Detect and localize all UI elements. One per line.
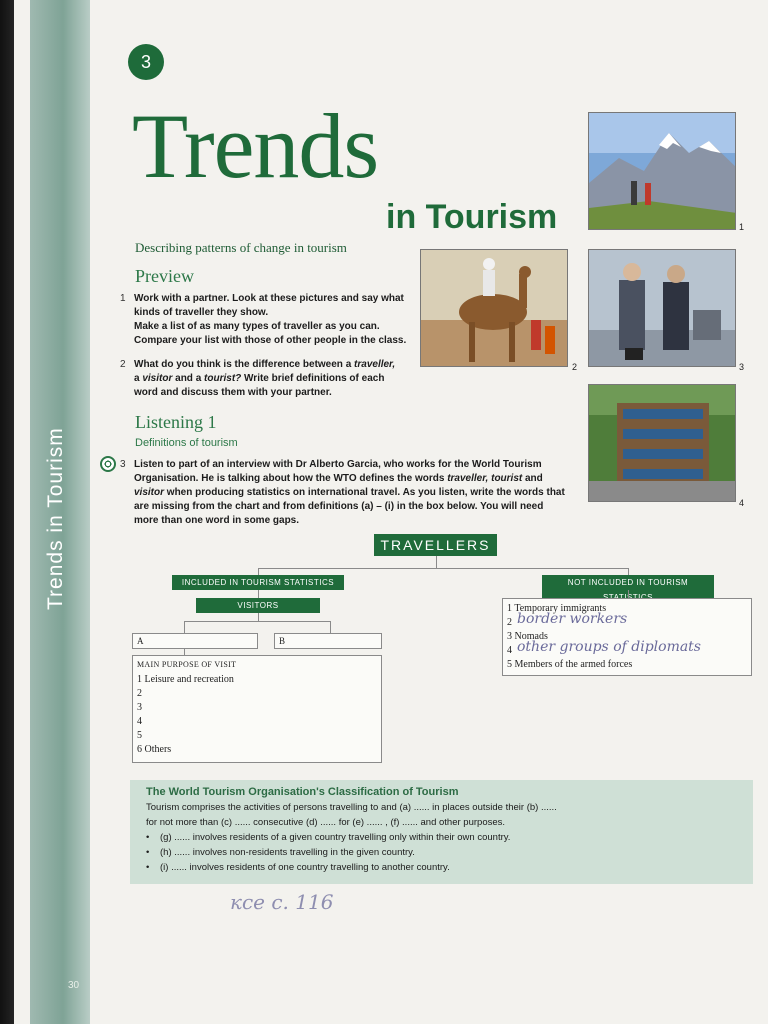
text-italic: traveller,	[354, 359, 396, 370]
not-item: 5 Members of the armed forces	[507, 659, 633, 670]
purpose-box	[132, 655, 382, 763]
not-item: 2	[507, 617, 512, 628]
exercise-3	[120, 458, 584, 528]
text-italic: traveller, tourist	[447, 473, 523, 484]
text-span: when producing statistics on international travel. As you listen, write the words that	[164, 487, 565, 498]
box-a-label: A	[137, 636, 144, 646]
box-a	[132, 633, 258, 649]
purpose-item: 6 Others	[137, 744, 172, 755]
connector-line	[258, 590, 259, 598]
text-span: What do you think is the difference between a	[134, 359, 355, 370]
wto-title: The World Tourism Organisation's Classification of Tourism	[146, 786, 459, 798]
box-b-label: B	[279, 636, 286, 646]
text-line: kinds of traveller they show.	[134, 307, 269, 318]
photo-number: 2	[572, 362, 578, 372]
exercise-2	[120, 358, 424, 400]
page-title: Trends	[132, 95, 379, 197]
text-italic: visitor	[134, 487, 165, 498]
camel-rider-image	[421, 250, 568, 367]
box-b	[274, 633, 382, 649]
wto-bullet-text: (g) ...... involves residents of a given country travelling only within their own country.	[160, 832, 511, 843]
photo-number: 3	[739, 362, 745, 372]
wto-classification-box	[130, 780, 753, 884]
side-label: Trends in Tourism	[44, 427, 67, 610]
text-line	[134, 358, 424, 372]
text-line	[134, 372, 424, 386]
purpose-item: 4	[137, 716, 142, 727]
purpose-item: 2	[137, 688, 142, 699]
text-line: Work with a partner. Look at these pictures and say what	[134, 293, 404, 304]
not-item: 3 Nomads	[507, 631, 548, 642]
text-line: Compare your list with those of other people in the class.	[134, 335, 407, 346]
exercise-number: 1	[120, 293, 126, 304]
text-line: word and discuss them with your partner.	[134, 387, 332, 398]
listening-subheading: Definitions of tourism	[135, 437, 238, 449]
text-line: are missing from the chart and from definitions (a) – (i) in the box below. You will need	[134, 501, 544, 512]
text-line: more than one word in some gaps.	[134, 515, 300, 526]
text-span: and	[522, 473, 543, 484]
text-italic: visitor	[142, 373, 173, 384]
not-item: 4	[507, 645, 512, 656]
chart-root-travellers: TRAVELLERS	[374, 534, 497, 556]
bullet-icon: •	[146, 832, 150, 843]
preview-heading: Preview	[135, 266, 194, 286]
wto-text-line: for not more than (c) ...... consecutive (d) ...... for (e) ...... , (f) ...... and other purposes.	[146, 817, 506, 828]
text-line: Make a list of as many types of traveller as you can.	[134, 321, 380, 332]
handwritten-note: ксе с. 116	[230, 890, 334, 914]
wto-text-line: Tourism comprises the activities of persons travelling to and (a) ...... in places outside their (b) ......	[146, 802, 557, 813]
page-subtitle: Describing patterns of change in tourism	[135, 240, 347, 255]
connector-line	[436, 556, 437, 568]
text-span: a	[134, 373, 143, 384]
connector-line	[184, 621, 185, 633]
photo-number: 4	[739, 498, 745, 508]
audio-cd-icon	[100, 456, 116, 472]
label-not-included: NOT INCLUDED IN TOURISM	[542, 575, 714, 605]
connector-line	[258, 568, 628, 569]
text-line	[134, 486, 584, 500]
handwritten-answer: other groups of diplomats	[517, 639, 701, 655]
purpose-heading: MAIN PURPOSE OF VISIT	[137, 660, 237, 669]
wto-bullet	[146, 862, 450, 873]
exercise-number: 2	[120, 359, 126, 370]
unit-badge: 3	[128, 44, 164, 80]
photo-business-travellers	[588, 249, 736, 367]
exercise-number: 3	[120, 459, 126, 470]
not-included-box	[502, 598, 752, 676]
mountain-hikers-image	[589, 113, 736, 230]
wto-bullet-text: (i) ...... involves residents of one country travelling to another country.	[160, 862, 450, 873]
roller-coaster-image	[589, 385, 736, 502]
wto-bullet-text: (h) ...... involves non-residents travelling in the given country.	[160, 847, 415, 858]
connector-line	[184, 621, 330, 622]
text-span: Organisation. He is talking about how the WTO defines the words	[134, 473, 448, 484]
not-item: 1 Temporary immigrants	[507, 603, 607, 614]
wto-bullet	[146, 832, 510, 843]
label-visitors: VISITORS	[196, 598, 320, 613]
purpose-item: 1 Leisure and recreation	[137, 674, 234, 685]
label-included: INCLUDED IN TOURISM STATISTICS	[172, 575, 344, 590]
textbook-page	[14, 0, 768, 1024]
photo-mountain-hikers	[588, 112, 736, 230]
page-number: 30	[68, 980, 80, 991]
text-line	[134, 472, 584, 486]
text-italic: tourist?	[204, 373, 242, 384]
page-title-sub: in Tourism	[386, 198, 558, 236]
text-span: Write brief definitions of each	[241, 373, 385, 384]
bullet-icon: •	[146, 847, 150, 858]
connector-line	[258, 613, 259, 621]
connector-line	[330, 621, 331, 633]
photo-camel-rider	[420, 249, 568, 367]
exercise-1	[120, 292, 424, 348]
handwritten-answer: border workers	[517, 611, 628, 627]
connector-line	[628, 590, 629, 598]
business-travellers-image	[589, 250, 736, 367]
text-line: Listen to part of an interview with Dr Alberto Garcia, who works for the World Tourism	[134, 459, 542, 470]
purpose-item: 5	[137, 730, 142, 741]
photo-roller-coaster	[588, 384, 736, 502]
purpose-item: 3	[137, 702, 142, 713]
bullet-icon: •	[146, 862, 150, 873]
listening-heading: Listening 1	[135, 412, 217, 432]
photo-number: 1	[739, 222, 745, 232]
text-span: and a	[172, 373, 205, 384]
wto-bullet	[146, 847, 415, 858]
